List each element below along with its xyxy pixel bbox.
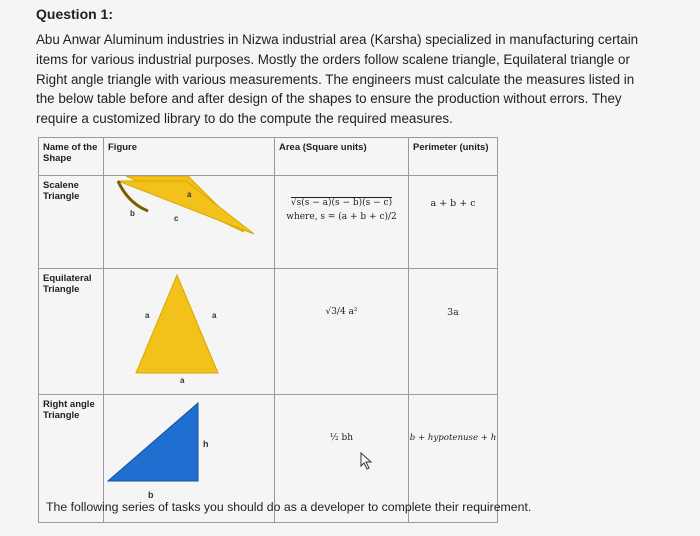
equilateral-area: √3/4 a² [275, 269, 409, 395]
scalene-figure [104, 176, 275, 269]
scalene-perimeter: a + b + c [409, 176, 498, 269]
label-a-left: a [145, 311, 150, 320]
label-b: b [148, 490, 154, 500]
scalene-area [275, 176, 409, 269]
label-a: a [187, 190, 192, 199]
scalene-area-where: where, s = (a + b + c)/2 [286, 212, 397, 222]
shape-name: Equilateral Triangle [39, 269, 104, 395]
right-perimeter: b + hypotenuse + h [409, 395, 498, 523]
shape-name: Right angle Triangle [39, 395, 104, 523]
table-row [39, 176, 498, 269]
table-row [39, 269, 498, 395]
equilateral-triangle-shape [104, 269, 274, 389]
header-figure: Figure [104, 138, 275, 176]
table-header-row [39, 138, 498, 176]
right-triangle-shape [104, 395, 274, 517]
header-name: Name of the Shape [39, 138, 104, 176]
equilateral-figure [104, 269, 275, 395]
label-h: h [203, 439, 209, 449]
label-a-bottom: a [180, 376, 185, 385]
scalene-area-formula: √s(s − a)(s − b)(s − c) [290, 198, 393, 208]
question-paragraph: Abu Anwar Aluminum industries in Nizwa industrial area (Karsha) specialized in manufacturing certain items for various industrial purposes. Mostly the orders follow scalene triangle, Equilateral triangle or Right angle triangle with various measurements. The engineers must calculate the measures listed in the below table before and after design of the shapes to ensure the production without errors. They require a customized library to do the compute the required measures. [36, 32, 639, 127]
header-area: Area (Square units) [275, 138, 409, 176]
right-area: ½ bh [275, 395, 409, 523]
shapes-table [38, 137, 498, 523]
mouse-cursor-icon [360, 452, 374, 470]
shape-name: Scalene Triangle [39, 176, 104, 269]
question-title: Question 1: [36, 6, 114, 22]
label-b: b [130, 209, 135, 218]
footer-text: The following series of tasks you should do as a developer to complete their requirement. [46, 500, 532, 514]
label-c: c [174, 214, 179, 223]
header-perimeter: Perimeter (units) [409, 138, 498, 176]
label-a-right: a [212, 311, 217, 320]
equilateral-perimeter: 3a [409, 269, 498, 395]
